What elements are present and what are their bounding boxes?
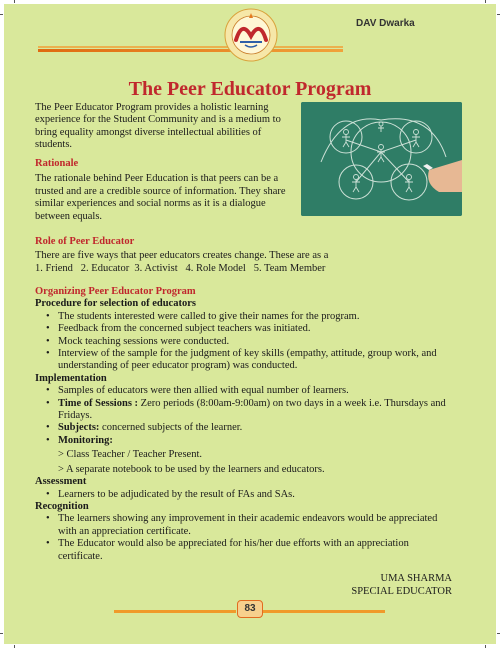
monitoring-item: > A separate notebook to be used by the learners and educators. bbox=[58, 463, 325, 475]
sessions-label: Time of Sessions : bbox=[58, 397, 139, 409]
chalkboard-illustration bbox=[301, 102, 462, 216]
signature-name: UMA SHARMA bbox=[380, 573, 452, 584]
document-page bbox=[4, 4, 496, 644]
list-item: • Mock teaching sessions were conducted. bbox=[35, 336, 450, 348]
list-item: • The learners showing any improvement in their academic endeavors would be appreciated with an appreciation certificate. bbox=[35, 513, 450, 538]
monitoring-label: Monitoring: bbox=[58, 434, 113, 446]
list-item bbox=[35, 422, 450, 434]
recognition-list bbox=[35, 513, 450, 563]
list-item: • The students interested were called to give their names for the program. bbox=[35, 311, 450, 323]
list-item bbox=[35, 398, 450, 423]
subjects-label: Subjects: bbox=[58, 422, 100, 434]
footer-rule-right bbox=[263, 610, 385, 613]
assessment-heading: Assessment bbox=[35, 476, 87, 488]
header-rule bbox=[38, 46, 343, 55]
role-heading: Role of Peer Educator bbox=[35, 236, 135, 247]
rationale-heading: Rationale bbox=[35, 158, 79, 169]
list-item: • Interview of the sample for the judgment of key skills (empathy, attitude, group work, and understanding of peer educator program) was conducted. bbox=[35, 348, 450, 373]
implementation-list bbox=[35, 385, 450, 447]
page-number: 83 bbox=[237, 600, 263, 618]
role-text: There are five ways that peer educators creates change. These are as a bbox=[35, 250, 329, 262]
implementation-heading: Implementation bbox=[35, 372, 107, 384]
list-item bbox=[35, 435, 450, 447]
role-items: 1. Friend 2. Educator 3. Activist 4. Role Model 5. Team Member bbox=[35, 262, 326, 274]
organizing-heading: Organizing Peer Educator Program bbox=[35, 286, 196, 297]
signature-block bbox=[351, 572, 452, 598]
school-logo-icon bbox=[222, 6, 280, 64]
crop-mark bbox=[14, 0, 15, 3]
signature-role: SPECIAL EDUCATOR bbox=[351, 586, 452, 597]
list-item: • Samples of educators were then allied with equal number of learners. bbox=[35, 385, 450, 397]
sessions-text: Zero periods (8:00am-9:00am) on two days in a week i.e. Thursdays and Fridays. bbox=[58, 397, 446, 422]
rationale-text: The rationale behind Peer Education is that peers can be a trusted and are a credible source of information. They share similar experiences and social norms as it is a dialogue between equals. bbox=[35, 173, 286, 222]
assessment-list bbox=[35, 489, 450, 501]
list-item: • Feedback from the concerned subject teachers was initiated. bbox=[35, 323, 450, 335]
recognition-heading: Recognition bbox=[35, 500, 89, 512]
footer-rule-left bbox=[114, 610, 236, 613]
list-item: • Learners to be adjudicated by the result of FAs and SAs. bbox=[35, 489, 450, 501]
procedure-heading: Procedure for selection of educators bbox=[35, 298, 196, 310]
school-name: DAV Dwarka bbox=[356, 18, 415, 29]
monitoring-item: > Class Teacher / Teacher Present. bbox=[58, 449, 203, 461]
crop-mark bbox=[0, 14, 3, 15]
subjects-text: concerned subjects of the learner. bbox=[99, 422, 243, 434]
crop-mark bbox=[485, 0, 486, 3]
list-item: • The Educator would also be appreciated for his/her due efforts with an appreciation certificate. bbox=[35, 538, 450, 563]
page-title: The Peer Educator Program bbox=[128, 78, 372, 100]
crop-mark bbox=[0, 633, 3, 634]
intro-paragraph: The Peer Educator Program provides a holistic learning experience for the Student Community and is a medium to bring equality amongst diverse intellectual abilities of students. bbox=[35, 102, 281, 151]
procedure-list bbox=[35, 311, 450, 373]
